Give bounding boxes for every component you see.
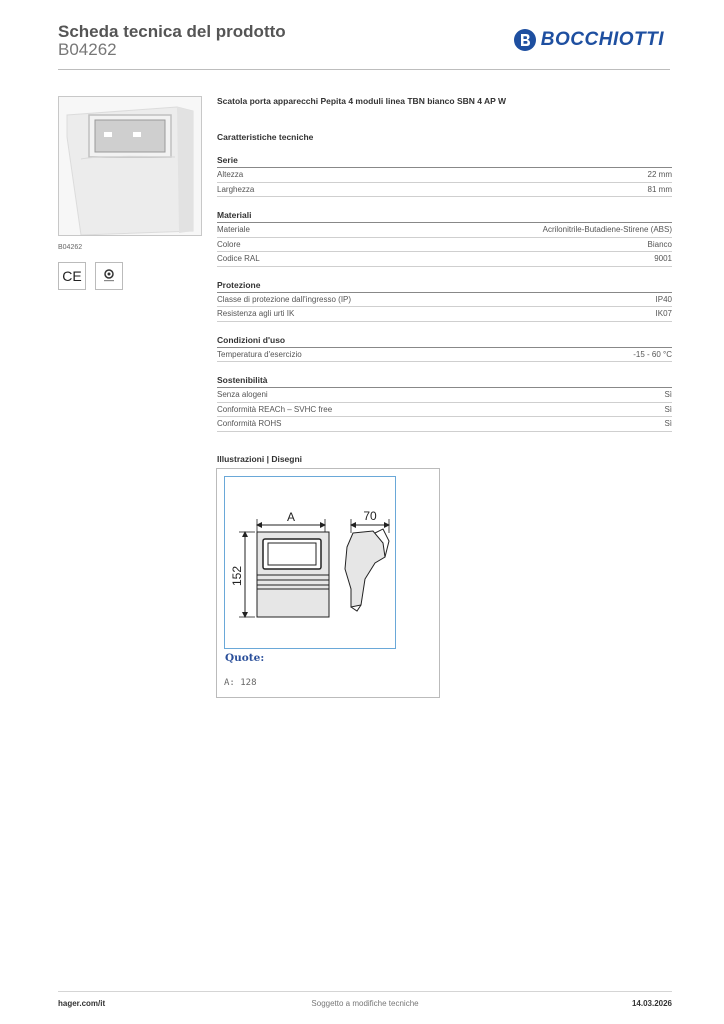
spec-value: Acrilonitrile-Butadiene-Stirene (ABS): [542, 225, 672, 234]
spec-row: [217, 293, 672, 308]
brand-name: BOCCHIOTTI: [540, 29, 664, 50]
spec-group: [217, 280, 672, 322]
spec-group-title: Materiali: [217, 210, 672, 223]
spec-group-title: Condizioni d'uso: [217, 335, 672, 348]
spec-row: [217, 252, 672, 267]
footer-website[interactable]: hager.com/it: [58, 999, 106, 1008]
spec-label: Colore: [217, 239, 241, 249]
dimension-depth-label: 70: [363, 509, 377, 523]
spec-label: Conformità ROHS: [217, 419, 282, 428]
product-image: [58, 96, 202, 236]
ce-mark: CE: [58, 262, 86, 290]
spec-group: [217, 210, 672, 267]
spec-label: Materiale: [217, 225, 250, 234]
spec-label: Altezza: [217, 170, 244, 179]
spec-row: [217, 307, 672, 322]
spec-label: Senza alogeni: [217, 390, 268, 399]
spec-value: 81 mm: [647, 184, 672, 194]
spec-group-title: Sostenibilità: [217, 375, 672, 388]
spec-value: Sì: [664, 404, 672, 414]
page-title: Scheda tecnica del prodotto: [58, 22, 286, 41]
spec-label: Temperatura d'esercizio: [217, 349, 302, 359]
spec-value: 22 mm: [647, 170, 672, 179]
spec-value: Bianco: [647, 239, 672, 249]
spec-value: IP40: [655, 294, 672, 304]
spec-value: 9001: [654, 254, 672, 263]
spec-label: Resistenza agli urti IK: [217, 309, 295, 318]
technical-drawing: [216, 468, 440, 698]
page-footer: [58, 991, 672, 1009]
spec-value: Sì: [664, 419, 672, 428]
spec-row: [217, 168, 672, 183]
illustrations-title: Illustrazioni | Disegni: [217, 453, 303, 464]
spec-row: [217, 388, 672, 403]
brand-logo: [513, 28, 664, 52]
quote-label: Quote:: [225, 652, 265, 664]
spec-row: [217, 183, 672, 198]
section-title: Caratteristiche tecniche: [217, 132, 314, 142]
spec-group: [217, 375, 672, 432]
spec-label: Conformità REACh – SVHC free: [217, 404, 333, 414]
spec-value: IK07: [655, 309, 672, 318]
spec-group-title: Protezione: [217, 280, 672, 293]
spec-content: [217, 96, 672, 464]
spec-label: Larghezza: [217, 184, 255, 194]
spec-value: Sì: [664, 390, 672, 399]
imq-mark-icon: [95, 262, 123, 290]
footer-date: 14.03.2026: [631, 999, 672, 1008]
quote-value: A: 128: [224, 678, 257, 688]
product-description: Scatola porta apparecchi Pepita 4 moduli linea TBN bianco SBN 4 AP W: [217, 96, 507, 106]
page-header: [58, 20, 670, 70]
spec-group: [217, 335, 672, 363]
dimension-height-label: 152: [230, 565, 244, 587]
spec-group-title: Serie: [217, 155, 672, 168]
footer-notice: Soggetto a modifiche tecniche: [311, 999, 419, 1008]
dimension-a-label: A: [286, 510, 296, 524]
spec-row: [217, 223, 672, 238]
spec-value: -15 - 60 °C: [633, 349, 672, 359]
spec-row: [217, 238, 672, 253]
spec-row: [217, 348, 672, 363]
spec-group: [217, 155, 672, 197]
bocchiotti-b-icon: [513, 28, 537, 52]
spec-label: Classe di protezione dall'ingresso (IP): [217, 294, 352, 304]
spec-row: [217, 403, 672, 418]
drawing-frame: [224, 476, 396, 649]
spec-row: [217, 417, 672, 432]
spec-label: Codice RAL: [217, 254, 260, 263]
image-caption: B04262: [58, 244, 83, 251]
product-code: B04262: [58, 40, 117, 59]
